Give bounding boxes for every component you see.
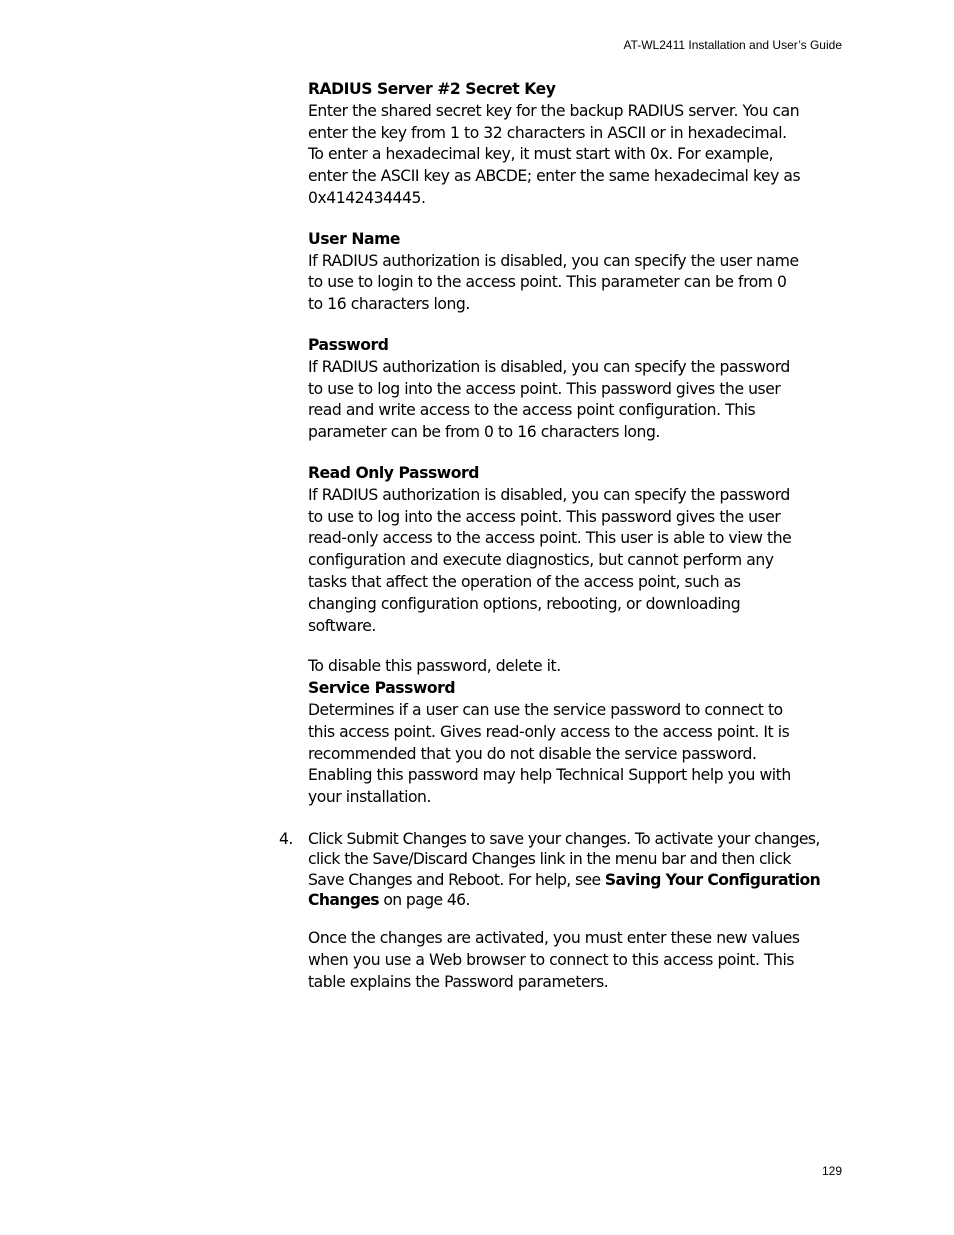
section-line: 0x4142434445. <box>308 188 426 207</box>
section-line: Enter the shared secret key for the backup RADIUS server. You can <box>308 101 800 120</box>
section-line: changing configuration options, rebooting, or downloading <box>308 594 741 613</box>
section-line: to use to log into the access point. This password gives the user <box>308 507 781 526</box>
paragraph-line: when you use a Web browser to connect to this access point. This <box>308 950 795 969</box>
section-heading: Read Only Password <box>308 463 479 482</box>
step-text-segment: Save Changes and Reboot. For help, see <box>308 870 605 889</box>
section-heading: User Name <box>308 229 400 248</box>
cross-reference-link: Changes <box>308 890 379 909</box>
paragraph-line: table explains the Password parameters. <box>308 972 609 991</box>
section-heading: RADIUS Server #2 Secret Key <box>308 80 556 98</box>
paragraph-line: Once the changes are activated, you must enter these new values <box>308 929 800 948</box>
step-line <box>308 870 844 890</box>
step-text-segment: on page 46. <box>379 890 470 909</box>
section-line: parameter can be from 0 to 16 characters long. <box>308 423 660 442</box>
section-line: your installation. <box>308 788 431 807</box>
section-line: recommended that you do not disable the service password. <box>308 744 757 763</box>
section-line: software. <box>308 616 376 635</box>
section-line: to use to login to the access point. This parameter can be from 0 <box>308 273 787 292</box>
step-line: click the Save/Discard Changes link in the menu bar and then click <box>308 850 791 869</box>
section-line: configuration and execute diagnostics, but cannot perform any <box>308 551 774 570</box>
section-line: read-only access to the access point. This user is able to view the <box>308 529 792 548</box>
step-line <box>308 890 844 910</box>
section-line: If RADIUS authorization is disabled, you can specify the password <box>308 485 790 504</box>
section-line: To enter a hexadecimal key, it must start with 0x. For example, <box>308 145 774 164</box>
section-service-password <box>308 678 844 809</box>
step-4 <box>279 829 844 910</box>
section-line: read and write access to the access point configuration. This <box>308 401 756 420</box>
section-line: enter the ASCII key as ABCDE; enter the same hexadecimal key as <box>308 167 801 186</box>
section-line: Enabling this password may help Technical Support help you with <box>308 766 791 785</box>
section-line: to use to log into the access point. This password gives the user <box>308 379 781 398</box>
section-line: to 16 characters long. <box>308 295 470 314</box>
section-line: If RADIUS authorization is disabled, you can specify the password <box>308 357 790 376</box>
section-line: Determines if a user can use the service password to connect to <box>308 700 783 719</box>
section-radius-secret-key <box>308 79 844 210</box>
after-step-paragraph <box>308 928 844 993</box>
step-number: 4. <box>279 829 293 848</box>
section-line: If RADIUS authorization is disabled, you can specify the user name <box>308 251 799 270</box>
section-read-only-password <box>308 463 844 637</box>
section-line: tasks that affect the operation of the access point, such as <box>308 572 741 591</box>
document-body <box>279 79 844 993</box>
section-heading: Service Password <box>308 679 456 698</box>
section-line: this access point. Gives read-only access to the access point. It is <box>308 722 790 741</box>
step-line: Click Submit Changes to save your changes. To activate your changes, <box>308 829 820 848</box>
section-line: enter the key from 1 to 32 characters in ASCII or in hexadecimal. <box>308 123 787 142</box>
section-user-name <box>308 229 844 316</box>
section-heading: Password <box>308 335 389 354</box>
cross-reference-link: Saving Your Configuration <box>604 870 821 889</box>
section-password <box>308 335 844 444</box>
page-number: 129 <box>821 1164 842 1178</box>
running-header: AT-WL2411 Installation and User’s Guide <box>623 38 842 52</box>
disable-note: To disable this password, delete it. <box>308 657 561 676</box>
